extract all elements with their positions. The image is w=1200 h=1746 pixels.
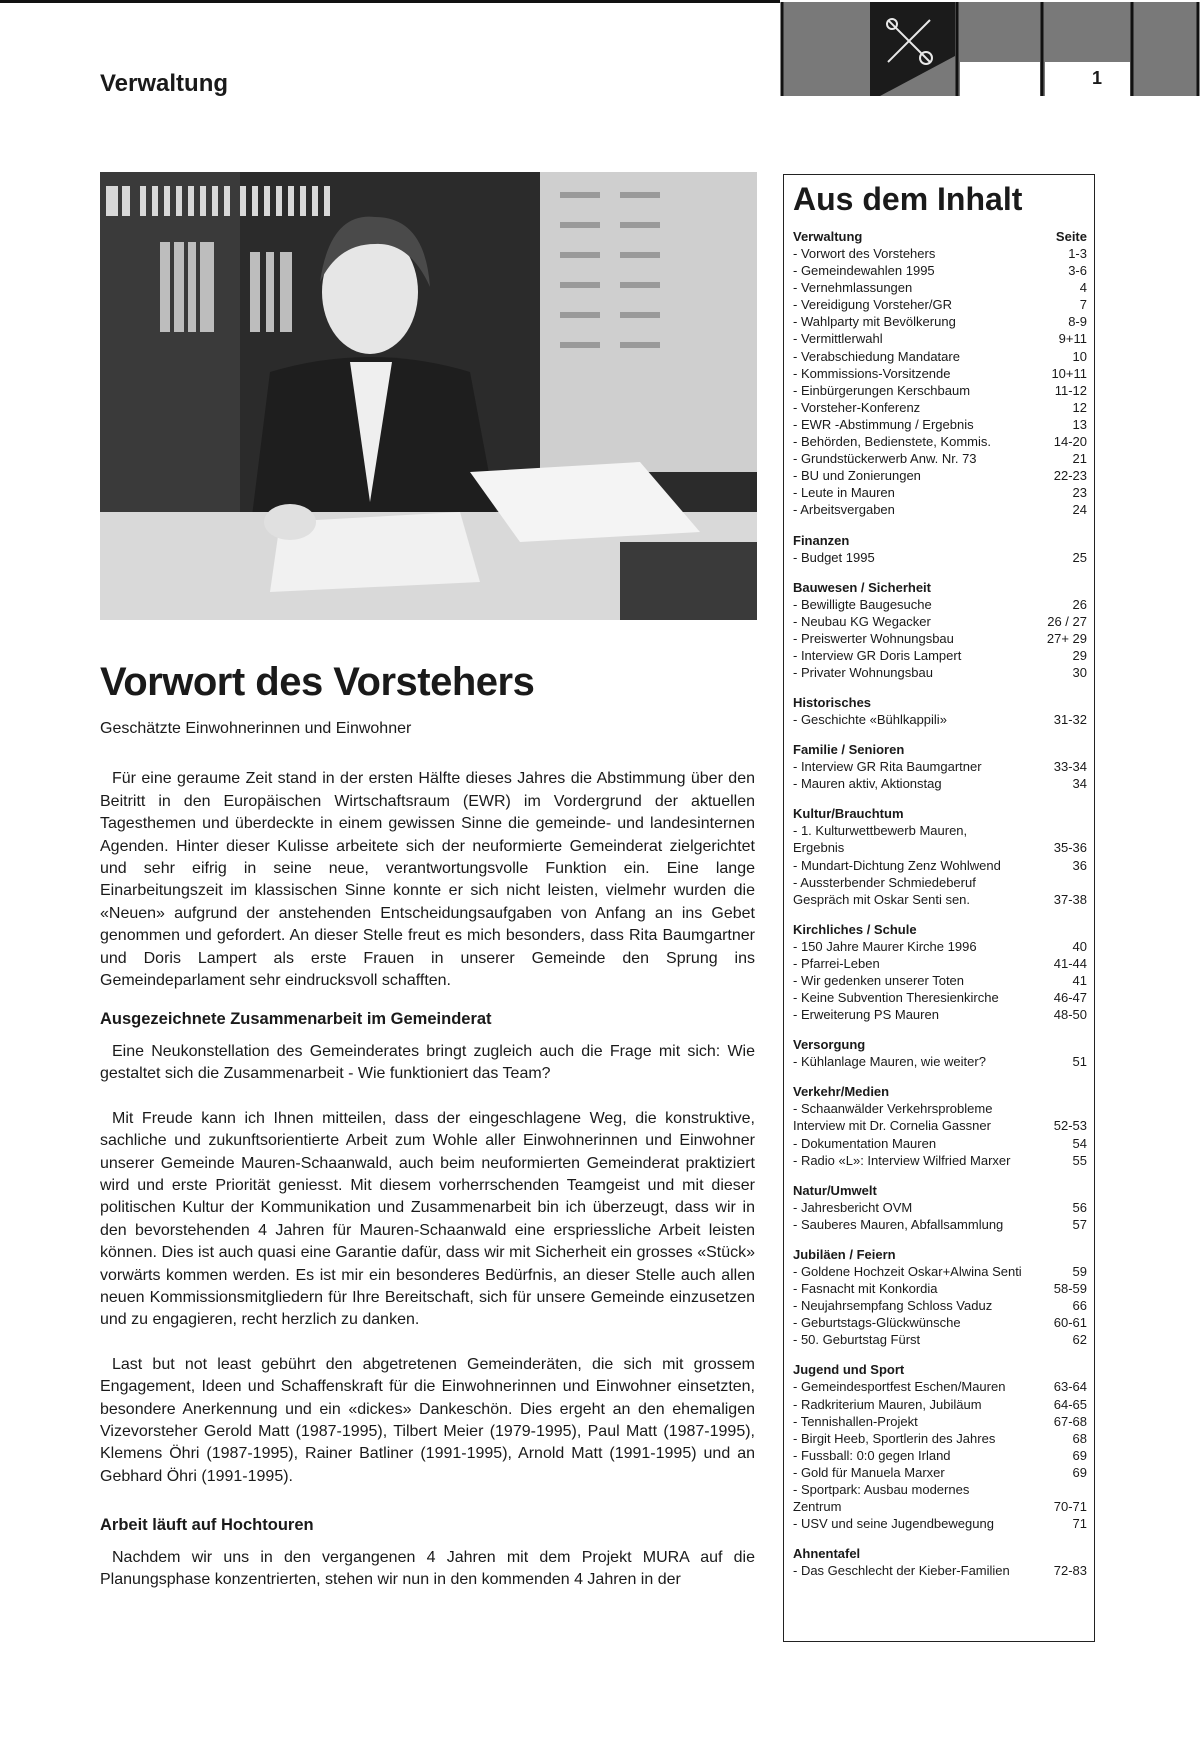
toc-entry	[793, 1562, 1087, 1579]
toc-group-heading-text: Jugend und Sport	[793, 1362, 905, 1378]
toc-entry-page: 13	[1072, 416, 1087, 432]
toc-group-heading	[793, 1083, 1087, 1100]
toc-entry	[793, 279, 1087, 296]
toc-entry	[793, 839, 1087, 856]
toc-group-heading-text: Historisches	[793, 695, 872, 711]
toc-entry-title: - Vernehmlassungen	[793, 280, 913, 296]
section-label: Verwaltung	[100, 70, 229, 97]
toc-entry-title: - Fussball: 0:0 gegen Irland	[793, 1447, 951, 1463]
page-number: 1	[1091, 68, 1102, 88]
toc-title: Aus dem Inhalt	[793, 181, 1023, 217]
toc-entry	[793, 938, 1087, 955]
toc-entry	[793, 330, 1087, 347]
toc-group	[793, 741, 1087, 792]
toc-entry-page: 1-3	[1068, 246, 1087, 261]
toc-entry	[793, 1396, 1087, 1413]
toc-entry	[793, 433, 1087, 450]
toc-entry-page: 25	[1072, 549, 1087, 565]
toc-entry-title: Interview mit Dr. Cornelia Gassner	[793, 1118, 991, 1134]
toc-entry-page: 14-20	[1053, 434, 1087, 450]
toc-group-heading-text: Bauwesen / Sicherheit	[793, 579, 931, 595]
toc-entry	[793, 1297, 1087, 1314]
toc-entry-title: - Tennishallen-Projekt	[793, 1413, 918, 1429]
toc-entry	[793, 245, 1087, 262]
toc-entry-page: 36	[1072, 857, 1087, 873]
article-paragraph-5: Nachdem wir uns in den vergangenen 4 Jahren mit dem Projekt MURA auf die Planungsphase konzentrierten, stehen wir nun in den kommenden 4 Jahren in der	[100, 1548, 755, 1588]
toc-entry-title: - Birgit Heeb, Sportlerin des Jahres	[793, 1430, 996, 1446]
toc-entry-title: - Gold für Manuela Marxer	[793, 1464, 945, 1480]
toc-group	[793, 532, 1087, 566]
toc-entry-title: Ergebnis	[793, 840, 845, 856]
toc-entry-title: - Leute in Mauren	[793, 485, 895, 501]
toc-entry-page: 30	[1072, 664, 1087, 680]
toc-group	[793, 1246, 1087, 1348]
toc-group	[793, 805, 1087, 907]
toc-group-heading-text: Jubiläen / Feiern	[793, 1246, 896, 1262]
toc-entry-page: 72-83	[1053, 1563, 1087, 1579]
toc-entry	[793, 382, 1087, 399]
toc-entry-title: - Grundstückerwerb Anw. Nr. 73	[793, 451, 977, 467]
toc-group-heading	[793, 228, 1087, 245]
toc-entry-title: - Neujahrsempfang Schloss Vaduz	[793, 1298, 993, 1314]
toc-entry-title: - Kommissions-Vorsitzende	[793, 365, 951, 381]
toc-entry	[793, 313, 1087, 330]
toc-entry-page: 63-64	[1053, 1379, 1087, 1395]
toc-entry	[793, 1135, 1087, 1152]
photo-mayor-at-desk	[100, 172, 757, 620]
toc-entry	[793, 955, 1087, 972]
toc-entry-page: 3-6	[1068, 263, 1087, 279]
toc-entry-title: - Interview GR Rita Baumgartner	[793, 759, 982, 775]
toc-entry-title: - Vereidigung Vorsteher/GR	[793, 297, 952, 313]
toc-group-heading-text: Verkehr/Medien	[793, 1084, 890, 1100]
toc-entry-page: 27+ 29	[1046, 630, 1087, 646]
paragraph-gap	[100, 1086, 755, 1108]
toc-entry	[793, 711, 1087, 728]
toc-group-heading-text: Kirchliches / Schule	[793, 921, 917, 937]
toc-entry-page: 24	[1072, 502, 1087, 518]
toc-entry-page: 4	[1079, 280, 1087, 296]
toc-entry	[793, 262, 1087, 279]
toc-entry-title: - Interview GR Doris Lampert	[793, 647, 962, 663]
toc-entry-page: 46-47	[1053, 990, 1087, 1006]
toc-entry-title: Gespräch mit Oskar Senti sen.	[793, 891, 971, 907]
article-paragraph-1: Für eine geraume Zeit stand in der ersten Hälfte dieses Jahres die Abstimmung über den Beitritt in den Europäischen Wirtschaftsraum (EWR) im Vordergrund der aktuellen Tagesthemen und überdeckte in einem gewissen Sinne die gemeinde- und landesinternen Agenden. Hinter dieser Kulisse arbeitete sich der neuformierte Gemeinderat zielgerichtet und sehr eifrig in seine neue, verantwortungsvolle Funktion ein. Eine lange Einarbeitungszeit im klassischen Sinne konnte er sich nicht leisten, vielmehr wurden die «Neuen» aufgrund der anstehenden Entscheidungsaufgaben von Anfang an ins Gebet genommen und gefordert. An dieser Stelle freut es mich besonders, dass Rita Baumgartner und Doris Lampert als erste Frauen in unserer Gemeinde den Sprung ins Gemeindeparlament sehr eindrucksvoll schafften.	[100, 770, 755, 990]
toc-entry	[793, 1263, 1087, 1280]
toc-entry-page: 10+11	[1051, 365, 1087, 381]
toc-entry	[793, 1430, 1087, 1447]
toc-entry	[793, 549, 1087, 566]
toc-entry-title: - 150 Jahre Maurer Kirche 1996	[793, 938, 977, 954]
toc-entry-title: - Fasnacht mit Konkordia	[793, 1281, 938, 1297]
toc-entry-title: - BU und Zonierungen	[793, 468, 921, 484]
toc-entry-page: 29	[1072, 647, 1087, 663]
toc-entry-page: 57	[1072, 1216, 1087, 1232]
toc-entry-title: - Keine Subvention Theresienkirche	[793, 990, 999, 1006]
toc-entry	[793, 467, 1087, 484]
toc-entry-title: - Dokumentation Mauren	[793, 1135, 937, 1151]
article-greeting: Geschätzte Einwohnerinnen und Einwohner	[100, 720, 412, 737]
toc-group-heading	[793, 1545, 1087, 1562]
toc-entry	[793, 822, 1087, 839]
toc-entry-title: - Gemeindewahlen 1995	[793, 263, 935, 279]
toc-entry	[793, 1447, 1087, 1464]
toc-group	[793, 1545, 1087, 1579]
toc-entry	[793, 450, 1087, 467]
toc-entry	[793, 1152, 1087, 1169]
toc-entry-title: - Gemeindesportfest Eschen/Mauren	[793, 1379, 1006, 1395]
toc-entry-page: 52-53	[1053, 1118, 1087, 1134]
toc-entry	[793, 1481, 1087, 1498]
toc-entry-page: 26	[1072, 596, 1087, 612]
toc-entry-title: - Erweiterung PS Mauren	[793, 1007, 939, 1023]
toc-entry	[793, 758, 1087, 775]
toc-entry-page: 7	[1079, 297, 1087, 313]
toc-entry-page: 8-9	[1068, 314, 1087, 330]
toc-entry-title: - Einbürgerungen Kerschbaum	[793, 382, 971, 398]
toc-entry-page: 48-50	[1053, 1007, 1087, 1023]
toc-entry-title: - Kühlanlage Mauren, wie weiter?	[793, 1054, 986, 1070]
toc-entry-title: - Privater Wohnungsbau	[793, 664, 933, 680]
toc-entry-page: 69	[1072, 1464, 1087, 1480]
toc-group-heading-text: Familie / Senioren	[793, 742, 905, 758]
toc-entry	[793, 348, 1087, 365]
toc-group-heading-text: Verwaltung	[793, 229, 863, 244]
toc-entry	[793, 775, 1087, 792]
toc-entry	[793, 891, 1087, 908]
toc-entry	[793, 501, 1087, 518]
toc-group-heading	[793, 1246, 1087, 1263]
toc-entry	[793, 857, 1087, 874]
toc-entry-page: 9+11	[1058, 331, 1087, 347]
toc-group-heading	[793, 741, 1087, 758]
toc-entry-title: - Geburtstags-Glückwünsche	[793, 1315, 961, 1331]
toc-entry	[793, 1464, 1087, 1481]
toc-entry-page: 70-71	[1053, 1499, 1087, 1515]
toc-entry-title: - Jahresbericht OVM	[793, 1199, 913, 1215]
toc-entry-page: 58-59	[1053, 1281, 1087, 1297]
toc-entry-title: - 50. Geburtstag Fürst	[793, 1332, 921, 1348]
toc-entry-page: 41-44	[1053, 955, 1087, 971]
toc-entry	[793, 1314, 1087, 1331]
toc-entry	[793, 874, 1087, 891]
toc-group-heading-text: Finanzen	[793, 532, 850, 548]
toc-entry-title: Zentrum	[793, 1499, 842, 1515]
toc-entry-title: - Verabschiedung Mandatare	[793, 348, 960, 364]
toc-entry-title: - Mauren aktiv, Aktionstag	[793, 776, 942, 792]
toc-entry	[793, 365, 1087, 382]
toc-entry	[793, 1006, 1087, 1023]
article-body	[100, 718, 755, 1591]
toc-entry-page: 59	[1072, 1263, 1087, 1279]
paragraph-gap	[100, 1332, 755, 1354]
toc-entry-title: - Radkriterium Mauren, Jubiläum	[793, 1396, 982, 1412]
toc-entry-page: 23	[1072, 485, 1087, 501]
toc-entry-page: 69	[1072, 1447, 1087, 1463]
toc-entry-title: - Radio «L»: Interview Wilfried Marxer	[793, 1152, 1011, 1168]
toc-entry-page: 71	[1072, 1516, 1087, 1532]
toc-entry	[793, 1378, 1087, 1395]
toc-entry-title: - Preiswerter Wohnungsbau	[793, 630, 954, 646]
header-tab-strip	[780, 0, 1200, 98]
toc-entry-title: - Sportpark: Ausbau modernes	[793, 1481, 970, 1497]
toc-group-heading	[793, 921, 1087, 938]
toc-entry-title: - Wir gedenken unserer Toten	[793, 973, 965, 988]
toc-entry-page: 21	[1072, 451, 1087, 467]
toc-entry-title: - EWR -Abstimmung / Ergebnis	[793, 416, 974, 432]
toc-entry-page: 37-38	[1053, 891, 1087, 907]
toc-group-heading-page: Seite	[1055, 229, 1087, 244]
toc-entry	[793, 484, 1087, 501]
toc-entry	[793, 1280, 1087, 1297]
toc-entry	[793, 416, 1087, 433]
toc-entry-page: 11-12	[1054, 382, 1087, 398]
article-paragraph-2: Eine Neukonstellation des Gemeinderates bringt zugleich auch die Frage mit sich: Wie gestaltet sich die Zusammenarbeit - Wie funktioniert das Team?	[100, 1042, 755, 1083]
toc-entry-page: 64-65	[1053, 1396, 1087, 1412]
toc-entry-page: 54	[1072, 1135, 1087, 1151]
toc-group-heading	[793, 1182, 1087, 1199]
toc-group-heading	[793, 579, 1087, 596]
article-paragraph-4: Last but not least gebührt den abgetretenen Gemeinderäten, die sich mit grossem Engagement, Ideen und Schaffenskraft für die Einwohnerinnen und Einwohner einsetzten, besondere Anerkennung und ein «dickes» Dankeschön. Dies ergeht an den ehemaligen Vizevorsteher Gerold Matt (1987-1995), Tilbert Meier (1979-1995), Paul Matt (1987-1995), Klemens Öhri (1987-1995), Rainer Batliner (1991-1995), Arnold Matt (1991-1995) und an Gebhard Öhri (1991-1995).	[100, 1355, 755, 1485]
toc-entry	[793, 972, 1087, 989]
toc-group	[793, 228, 1087, 519]
toc-entry-title: - USV und seine Jugendbewegung	[793, 1516, 994, 1532]
toc-entry-title: - Vorwort des Vorstehers	[793, 246, 936, 261]
toc-entry-title: - Aussterbender Schmiedeberuf	[793, 874, 976, 890]
toc-group-heading-text: Kultur/Brauchtum	[793, 806, 904, 822]
toc-entry-title: - Goldene Hochzeit Oskar+Alwina Senti	[793, 1263, 1022, 1279]
toc-entry	[793, 1515, 1087, 1532]
toc-entry	[793, 664, 1087, 681]
article-subheading-2: Arbeit läuft auf Hochtouren	[100, 1516, 314, 1535]
toc-entry	[793, 630, 1087, 647]
toc-entry-page: 60-61	[1053, 1315, 1087, 1331]
toc-entry-title: - Sauberes Mauren, Abfallsammlung	[793, 1216, 1004, 1232]
toc-entry	[793, 1498, 1087, 1515]
toc-entry-page: 26 / 27	[1047, 613, 1087, 629]
toc-group	[793, 1182, 1087, 1233]
toc-entry-page: 33-34	[1053, 759, 1087, 775]
toc-entry-page: 34	[1072, 776, 1087, 792]
toc-entry	[793, 647, 1087, 664]
toc-entry	[793, 1216, 1087, 1233]
article-title: Vorwort des Vorstehers	[100, 660, 535, 704]
toc-group	[793, 694, 1087, 728]
toc-group-heading	[793, 1036, 1087, 1053]
toc-entry-page: 35-36	[1053, 840, 1087, 856]
toc-entry	[793, 1199, 1087, 1216]
toc-entry-title: - Budget 1995	[793, 549, 875, 565]
table-of-contents	[783, 174, 1095, 1642]
toc-entry-page: 12	[1072, 399, 1087, 415]
toc-groups	[793, 228, 1087, 1579]
toc-entry-title: - Schaanwälder Verkehrsprobleme	[793, 1101, 993, 1117]
toc-entry-page: 51	[1072, 1054, 1087, 1070]
toc-entry-page: 22-23	[1053, 468, 1087, 484]
toc-entry	[793, 1117, 1087, 1134]
toc-group-heading-text: Ahnentafel	[793, 1546, 861, 1562]
toc-group	[793, 1361, 1087, 1532]
toc-entry	[793, 1331, 1087, 1348]
toc-entry-title: - Vorsteher-Konferenz	[793, 399, 921, 415]
toc-entry-title: - Das Geschlecht der Kieber-Familien	[793, 1563, 1010, 1579]
toc-entry-title: - Pfarrei-Leben	[793, 955, 880, 971]
toc-group-heading-text: Versorgung	[793, 1037, 866, 1053]
toc-entry-page: 40	[1072, 938, 1087, 954]
toc-entry-title: - Arbeitsvergaben	[793, 502, 895, 518]
toc-entry-title: - Bewilligte Baugesuche	[793, 596, 932, 612]
toc-entry-title: - Wahlparty mit Bevölkerung	[793, 314, 956, 330]
toc-entry-title: - Geschichte «Bühlkappili»	[793, 712, 947, 728]
toc-entry-title: - Vermittlerwahl	[793, 331, 883, 347]
toc-entry	[793, 989, 1087, 1006]
toc-group-heading	[793, 694, 1087, 711]
toc-entry-page: 66	[1072, 1298, 1087, 1314]
toc-entry-page: 68	[1072, 1430, 1087, 1446]
toc-group-heading	[793, 532, 1087, 549]
toc-entry-page: 41	[1072, 973, 1087, 988]
toc-entry	[793, 613, 1087, 630]
toc-entry-page: 31-32	[1053, 712, 1087, 728]
toc-entry-page: 10	[1072, 348, 1087, 364]
toc-entry	[793, 1053, 1087, 1070]
toc-group	[793, 1036, 1087, 1070]
toc-entry-page: 62	[1072, 1332, 1087, 1348]
toc-entry-page: 55	[1072, 1152, 1087, 1168]
toc-entry	[793, 399, 1087, 416]
toc-entry	[793, 596, 1087, 613]
toc-group-heading	[793, 805, 1087, 822]
toc-entry	[793, 1413, 1087, 1430]
toc-group	[793, 579, 1087, 681]
toc-entry-page: 56	[1072, 1199, 1087, 1215]
toc-entry	[793, 296, 1087, 313]
toc-entry	[793, 1100, 1087, 1117]
toc-group-heading-text: Natur/Umwelt	[793, 1182, 877, 1198]
toc-entry-title: - 1. Kulturwettbewerb Mauren,	[793, 823, 968, 839]
toc-entry-title: - Neubau KG Wegacker	[793, 613, 931, 629]
toc-group	[793, 1083, 1087, 1168]
toc-entry-title: - Behörden, Bedienstete, Kommis.	[793, 434, 991, 450]
top-rule	[0, 0, 780, 3]
toc-entry-title: - Mundart-Dichtung Zenz Wohlwend	[793, 857, 1001, 873]
toc-group-heading	[793, 1361, 1087, 1378]
toc-entry-page: 67-68	[1053, 1413, 1087, 1429]
article-paragraph-3: Mit Freude kann ich Ihnen mitteilen, dass der eingeschlagene Weg, die konstruktive, sachliche und zukunftsorientierte Arbeit zum Wohle aller Einwohnerinnen und Einwohner unserer Gemeinde Mauren-Schaanwald, auch beim neuformierten Gemeinderat praktiziert wird und erste Priorität geniesst. Mit diesem vorherrschenden Teamgeist und mit dieser politischen Kultur der Kommunikation und Zusammenarbeit bin ich überzeugt, dass wir in den bevorstehenden 4 Jahren für Mauren-Schaanwald eine erspriessliche Arbeit leisten können. Dies ist auch quasi eine Garantie dafür, dass wir mit Sicherheit ein grosses «Stück» vorwärts kommen werden. Es ist mir ein besonderes Bedürfnis, an dieser Stelle auch allen neuen Kommissionsmitgliedern für Ihre Bereitschaft, sich für unsere Gemeinde einzusetzen und zu engagieren, recht herzlich zu danken.	[100, 1109, 755, 1329]
toc-group	[793, 921, 1087, 1023]
article-subheading-1: Ausgezeichnete Zusammenarbeit im Gemeinderat	[100, 1010, 492, 1029]
